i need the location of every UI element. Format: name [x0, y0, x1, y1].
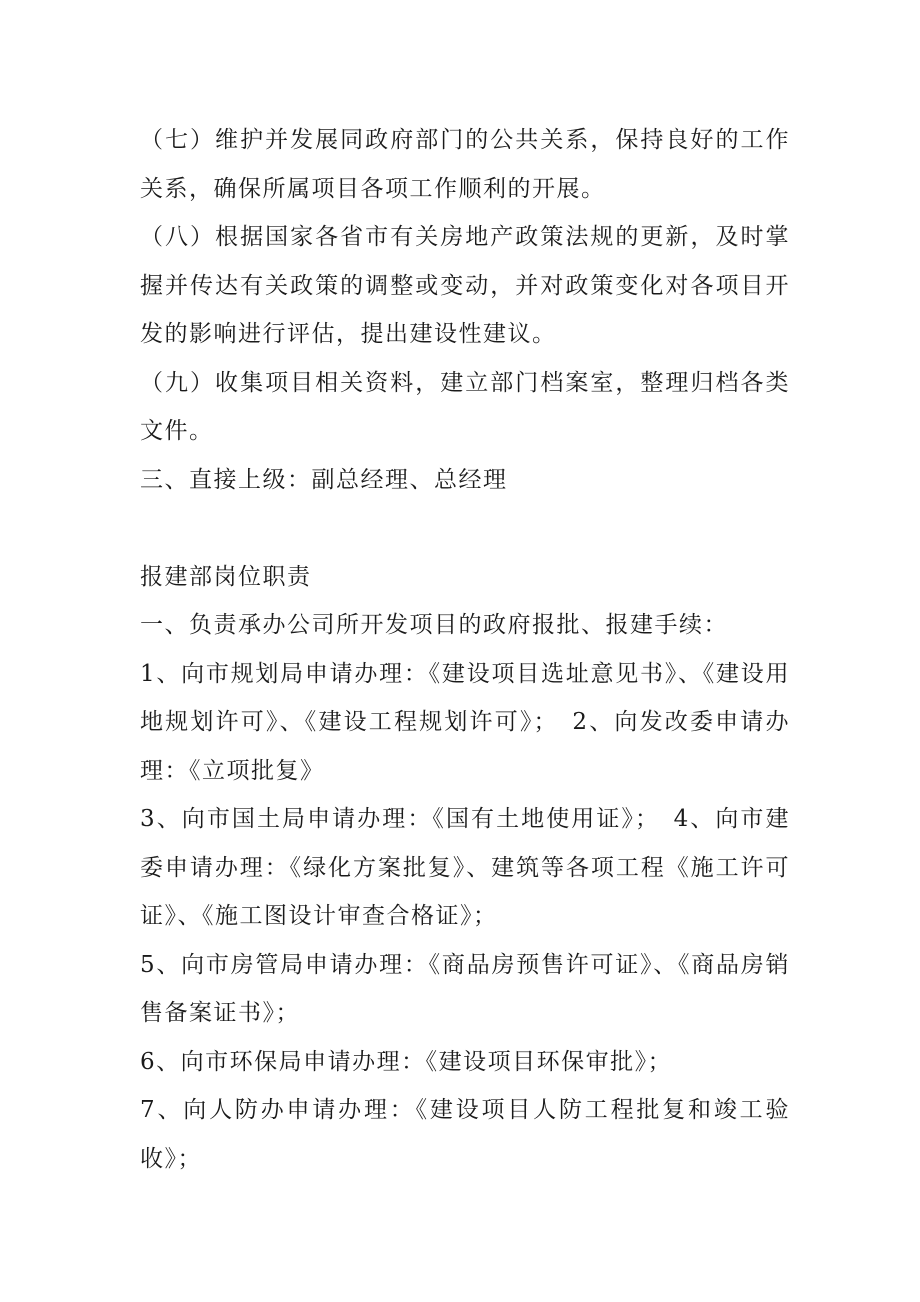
document-body — [140, 116, 790, 1183]
paragraph-direct-superior: 三、直接上级：副总经理、总经理 — [140, 466, 508, 493]
paragraph-planning-bureau: 1、向市规划局申请办理：《建设项目选址意见书》、《建设用地规划许可》、《建设工程规划许可》； 2、向发改委申请办理：《立项批复》 — [140, 660, 790, 784]
paragraph-item-8: （八）根据国家各省市有关房地产政策法规的更新，及时掌握并传达有关政策的调整或变动，并对政策变化对各项目开发的影响进行评估，提出建设性建议。 — [140, 224, 790, 347]
paragraph-item-9: （九）收集项目相关资料，建立部门档案室，整理归档各类文件。 — [140, 369, 790, 444]
paragraph-civil-defense: 7、向人防办申请办理：《建设项目人防工程批复和竣工验收》； — [140, 1097, 790, 1172]
paragraph-environment-bureau: 6、向市环保局申请办理：《建设项目环保审批》； — [140, 1048, 673, 1075]
paragraph-duty-1: 一、负责承办公司所开发项目的政府报批、报建手续： — [140, 612, 728, 638]
paragraph-item-7: （七）维护并发展同政府部门的公共关系，保持良好的工作关系，确保所属项目各项工作顺利的开展。 — [140, 127, 790, 202]
blank-line — [140, 504, 790, 553]
paragraph-land-bureau: 3、向市国土局申请办理：《国有土地使用证》； 4、向市建委申请办理：《绿化方案批复》、建筑等各项工程《施工许可证》、《施工图设计审查合格证》； — [140, 806, 790, 929]
paragraph-housing-bureau: 5、向市房管局申请办理：《商品房预售许可证》、《商品房销售备案证书》； — [140, 951, 790, 1026]
section-title: 报建部岗位职责 — [140, 563, 312, 590]
